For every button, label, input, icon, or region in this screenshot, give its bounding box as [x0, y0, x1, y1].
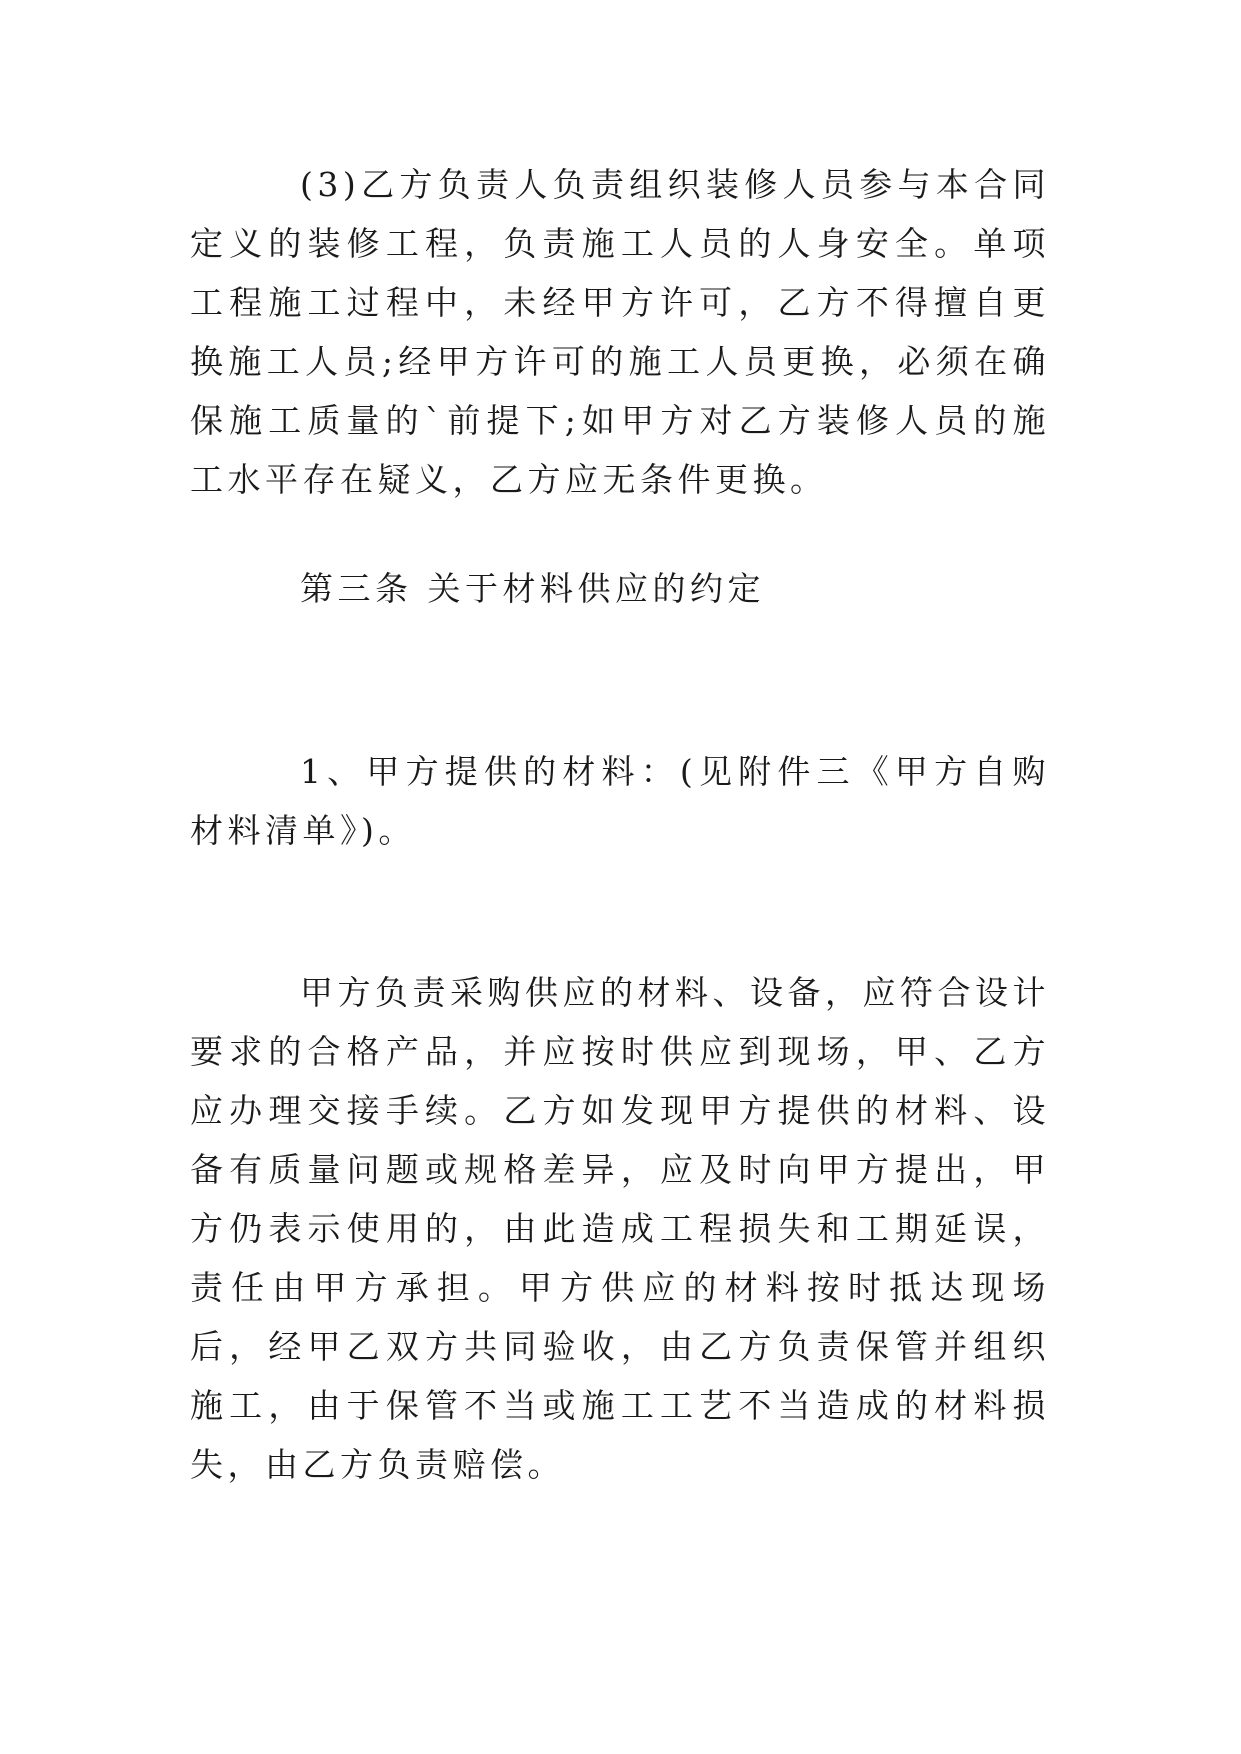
section-heading-article-three: 第三条 关于材料供应的约定: [300, 569, 765, 608]
paragraph-materials-item-one: 1、甲方提供的材料：(见附件三《甲方自购材料清单》)。: [190, 752, 1050, 850]
paragraph-material-responsibility: 甲方负责采购供应的材料、设备，应符合设计要求的合格产品，并应按时供应到现场，甲、乙方应办理交接手续。乙方如发现甲方提供的材料、设备有质量问题或规格差异，应及时向甲方提出，甲方仍表示使用的，由此造成工程损失和工期延误，责任由甲方承担。甲方供应的材料按时抵达现场后，经甲乙双方共同验收，由乙方负责保管并组织施工，由于保管不当或施工工艺不当造成的材料损失，由乙方负责赔偿。: [190, 973, 1050, 1484]
paragraph-personnel-clause: (3)乙方负责人负责组织装修人员参与本合同定义的装修工程，负责施工人员的人身安全。单项工程施工过程中，未经甲方许可，乙方不得擅自更换施工人员;经甲方许可的施工人员更换，必须在确保施工质量的`前提下;如甲方对乙方装修人员的施工水平存在疑义，乙方应无条件更换。: [190, 165, 1050, 499]
